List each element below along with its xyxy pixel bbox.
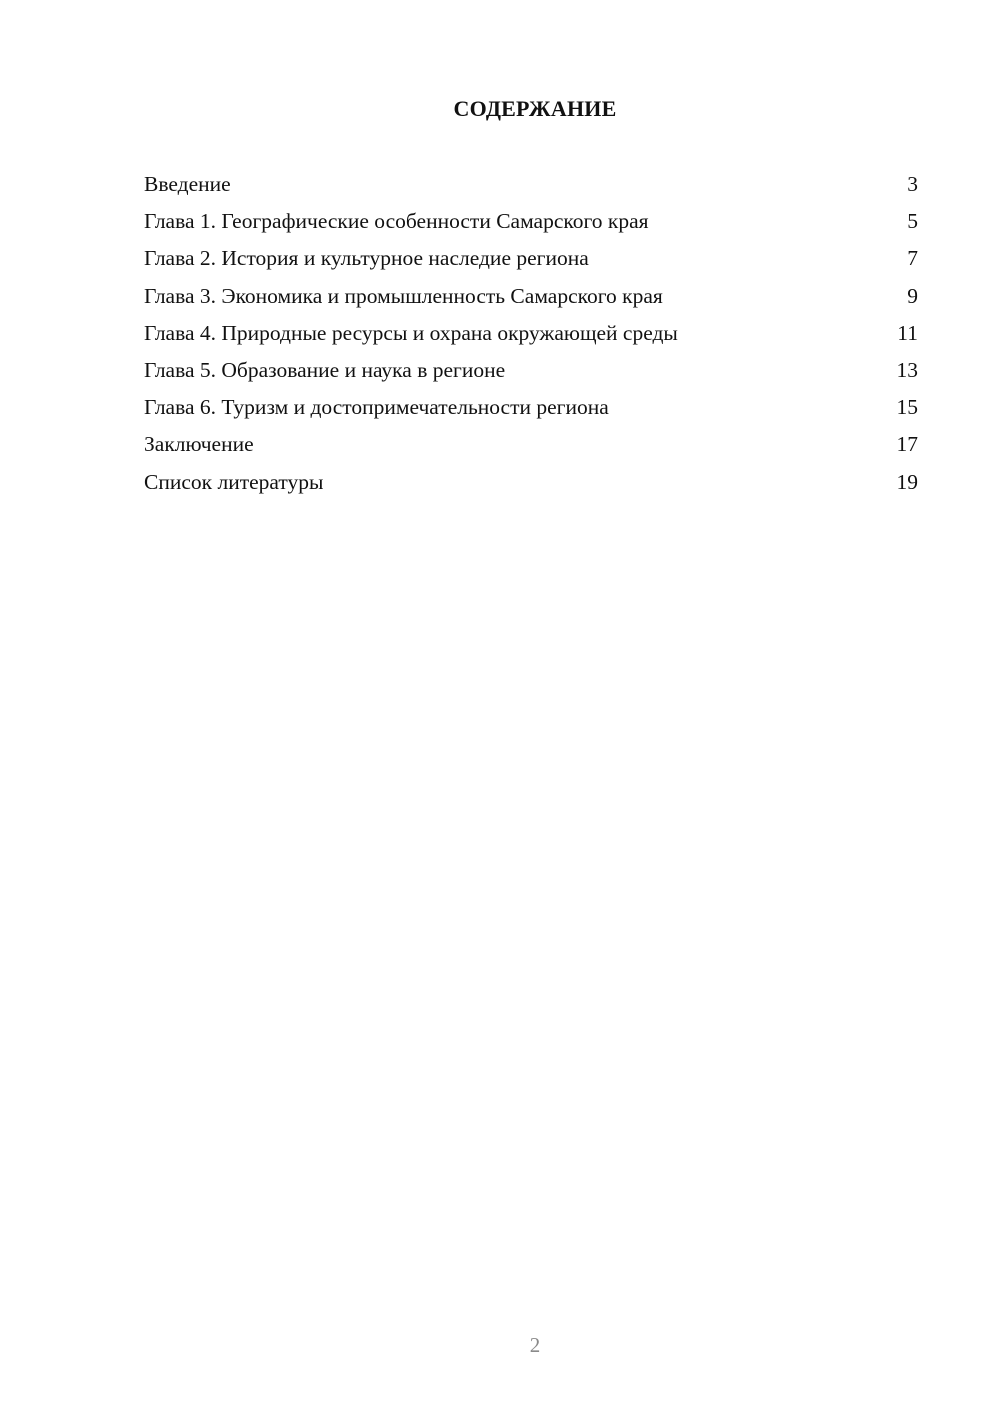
toc-entry-page: 7 xyxy=(907,246,918,271)
toc-entry-label: Глава 1. Географические особенности Самарского края xyxy=(144,209,649,234)
toc-entry-chapter-2 xyxy=(144,243,918,280)
toc-entry-introduction xyxy=(144,169,918,206)
toc-entry-label: Глава 6. Туризм и достопримечательности региона xyxy=(144,395,609,420)
toc-entry-page: 19 xyxy=(896,469,918,494)
page-title: СОДЕРЖАНИЕ xyxy=(453,96,617,121)
toc-entry-label: Заключение xyxy=(144,432,254,457)
toc-entry-page: 13 xyxy=(896,357,918,382)
toc-entry-label: Глава 2. История и культурное наследие региона xyxy=(144,246,589,271)
toc-entry-chapter-4 xyxy=(144,318,918,355)
toc-entry-bibliography xyxy=(144,467,918,504)
page-number: 2 xyxy=(529,1333,541,1357)
toc-entry-page: 5 xyxy=(907,209,918,234)
table-of-contents xyxy=(144,169,918,504)
toc-entry-label: Глава 4. Природные ресурсы и охрана окружающей среды xyxy=(144,320,678,345)
toc-entry-label: Введение xyxy=(144,172,231,196)
toc-entry-label: Глава 3. Экономика и промышленность Самарского края xyxy=(144,283,663,308)
toc-entry-page: 15 xyxy=(896,395,918,420)
toc-entry-page: 9 xyxy=(907,283,918,308)
toc-entry-page: 17 xyxy=(896,432,918,457)
toc-entry-label: Список литературы xyxy=(144,469,324,494)
toc-entry-chapter-5 xyxy=(144,355,918,392)
toc-entry-chapter-3 xyxy=(144,281,918,318)
toc-entry-conclusion xyxy=(144,429,918,466)
toc-entry-chapter-6 xyxy=(144,392,918,429)
toc-entry-chapter-1 xyxy=(144,206,918,243)
toc-entry-page: 3 xyxy=(907,172,918,196)
toc-entry-page: 11 xyxy=(897,320,918,345)
toc-entry-label: Глава 5. Образование и наука в регионе xyxy=(144,357,506,382)
